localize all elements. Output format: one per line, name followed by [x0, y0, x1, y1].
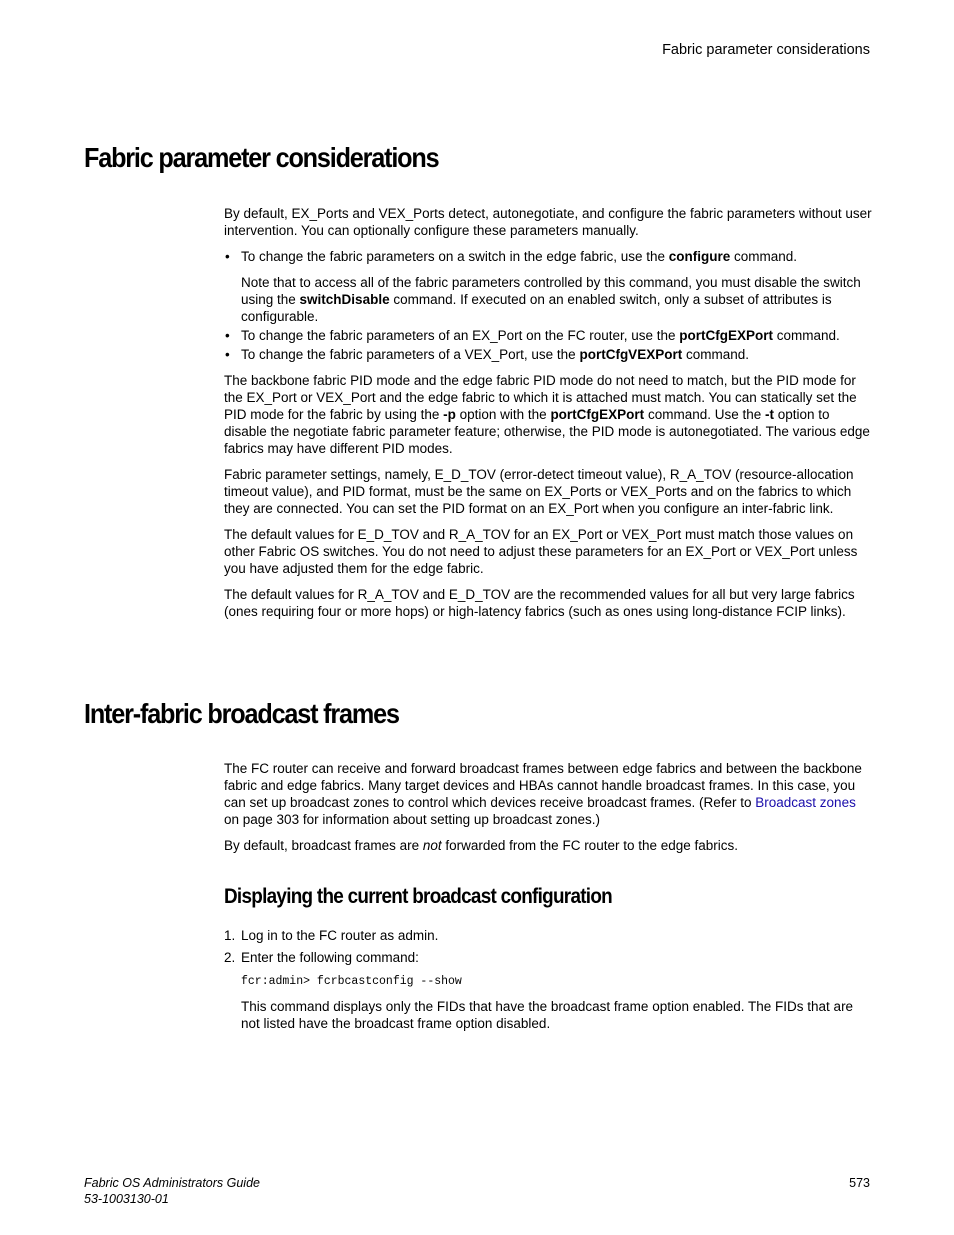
- emphasis-text: not: [422, 838, 442, 853]
- defaults-paragraph: The default values for E_D_TOV and R_A_TOV for an EX_Port or VEX_Port must match those values on other Fabric OS switches. You do not need to adjust these parameters for an EX_Port or VEX_Port unless you have adjusted them for the edge fabric.: [224, 527, 858, 576]
- command-name: portCfgEXPort: [550, 407, 645, 422]
- command-name: configure: [668, 249, 731, 264]
- command-example: fcr:admin> fcrbcastconfig --show: [241, 975, 462, 988]
- command-result-paragraph: This command displays only the FIDs that have the broadcast frame option enabled. The FIDs that are not listed have the broadcast frame option disabled.: [241, 999, 854, 1031]
- page-number: 573: [849, 1176, 870, 1190]
- list-item: • To change the fabric parameters of a VEX_Port, use the portCfgVEXPort command.: [225, 347, 749, 362]
- subsection-title-broadcast-config: Displaying the current broadcast configuration: [224, 885, 612, 908]
- footer-guide-title: Fabric OS Administrators Guide: [84, 1176, 260, 1190]
- pid-mode-paragraph: The backbone fabric PID mode and the edge fabric PID mode do not need to match, but the PID mode for the EX_Port or VEX_Port and the edge fabric to which it is attached must match. You can statically set the PID mode for the fabric by using the -p option with the portCfgEXPort command. Use the -t option to disable the negotiate fabric parameter feature; otherwise, the PID mode is autonegotiated. The various edge fabrics may have different PID modes.: [224, 373, 870, 456]
- subsection-body-broadcast-config: [224, 927, 874, 1032]
- procedure-step: 1. Log in to the FC router as admin.: [224, 928, 439, 943]
- footer-document-info: [84, 1175, 260, 1207]
- option-flag: -t: [765, 407, 774, 422]
- list-item: • To change the fabric parameters of an EX_Port on the FC router, use the portCfgEXPort command.: [225, 328, 840, 343]
- note-paragraph: Note that to access all of the fabric parameters controlled by this command, you must disable the switch using the switchDisable command. If executed on an enabled switch, only a subset of attributes is configurable.: [241, 275, 861, 324]
- section-body-broadcast-frames: [224, 760, 874, 863]
- option-flag: -p: [443, 407, 456, 422]
- command-name: portCfgVEXPort: [579, 347, 683, 362]
- broadcast-intro-paragraph: The FC router can receive and forward broadcast frames between edge fabrics and between the backbone fabric and edge fabrics. Many target devices and HBAs cannot handle broadcast frames. In this case, you can set up broadcast zones to control which devices receive broadcast frames. (Refer to Broadcast zones on page 303 for information about setting up broadcast zones.): [224, 761, 862, 827]
- bullet-icon: •: [225, 328, 230, 343]
- footer-doc-number: 53-1003130-01: [84, 1192, 169, 1206]
- bullet-icon: •: [225, 249, 230, 264]
- intro-paragraph: By default, EX_Ports and VEX_Ports detect, autonegotiate, and configure the fabric parameters without user intervention. You can optionally configure these parameters manually.: [224, 206, 872, 238]
- section-body-fabric-parameters: [224, 205, 874, 629]
- command-name: portCfgEXPort: [679, 328, 773, 343]
- recommended-paragraph: The default values for R_A_TOV and E_D_TOV are the recommended values for all but very large fabrics (ones requiring four or more hops) or high-latency fabrics (such as ones using long-distance FCIP links).: [224, 587, 855, 619]
- broadcast-default-paragraph: By default, broadcast frames are not forwarded from the FC router to the edge fabrics.: [224, 838, 739, 853]
- running-header: Fabric parameter considerations: [662, 42, 870, 58]
- bullet-icon: •: [225, 347, 230, 362]
- section-title-fabric-parameters: Fabric parameter considerations: [84, 142, 439, 173]
- command-name: switchDisable: [299, 292, 390, 307]
- procedure-step: 2. Enter the following command:: [224, 950, 419, 965]
- settings-paragraph: Fabric parameter settings, namely, E_D_TOV (error-detect timeout value), R_A_TOV (resource-allocation timeout value), and PID format, must be the same on EX_Ports or VEX_Ports and on the fabrics to which they are connected. You can set the PID format on an EX_Port when you configure an inter-fabric link.: [224, 467, 854, 516]
- list-item: • To change the fabric parameters on a switch in the edge fabric, use the configure command.: [225, 249, 798, 264]
- section-title-broadcast-frames: Inter-fabric broadcast frames: [84, 698, 399, 729]
- broadcast-zones-link[interactable]: Broadcast zones: [755, 795, 856, 810]
